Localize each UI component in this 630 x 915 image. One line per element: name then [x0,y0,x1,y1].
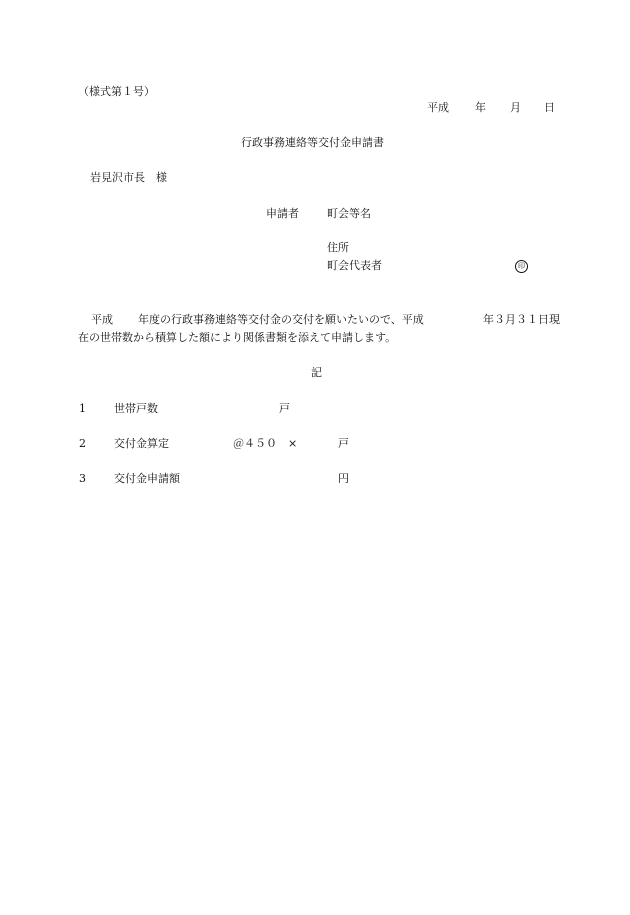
seal-mark: 印 [515,260,528,273]
applicant-label: 申請者 [266,207,299,220]
item-label: 世帯戸数 [114,402,158,415]
body-line1-b: 年３月３１日現 [483,313,560,326]
item-unit: 円 [338,472,349,485]
date-day-unit: 日 [544,101,555,114]
body-line1-era: 平成 [91,313,113,326]
item-label: 交付金申請額 [114,472,180,485]
date-year-unit: 年 [475,101,486,114]
address-label: 住所 [327,241,349,254]
date-era: 平成 [427,101,449,114]
body-line2: 在の世帯数から積算した額により関係書類を添えて申請します。 [78,331,397,344]
ki-heading: 記 [311,366,322,379]
item-rate: ＠４５０ × [233,437,298,450]
item-unit: 戸 [279,402,290,415]
body-line1-a: 年度の行政事務連絡等交付金の交付を願いたいので、平成 [138,313,424,326]
document-title: 行政事務連絡等交付金申請書 [241,136,384,149]
item-label: 交付金算定 [114,437,169,450]
representative-label: 町会代表者 [327,259,382,272]
item-unit: 戸 [338,437,349,450]
item-number: 3 [79,472,86,485]
item-number: 1 [79,402,86,415]
association-name-label: 町会等名 [327,207,371,220]
addressee: 岩見沢市長 様 [90,171,167,184]
form-number: （様式第１号） [78,85,155,98]
item-number: 2 [79,437,86,450]
date-month-unit: 月 [510,101,521,114]
